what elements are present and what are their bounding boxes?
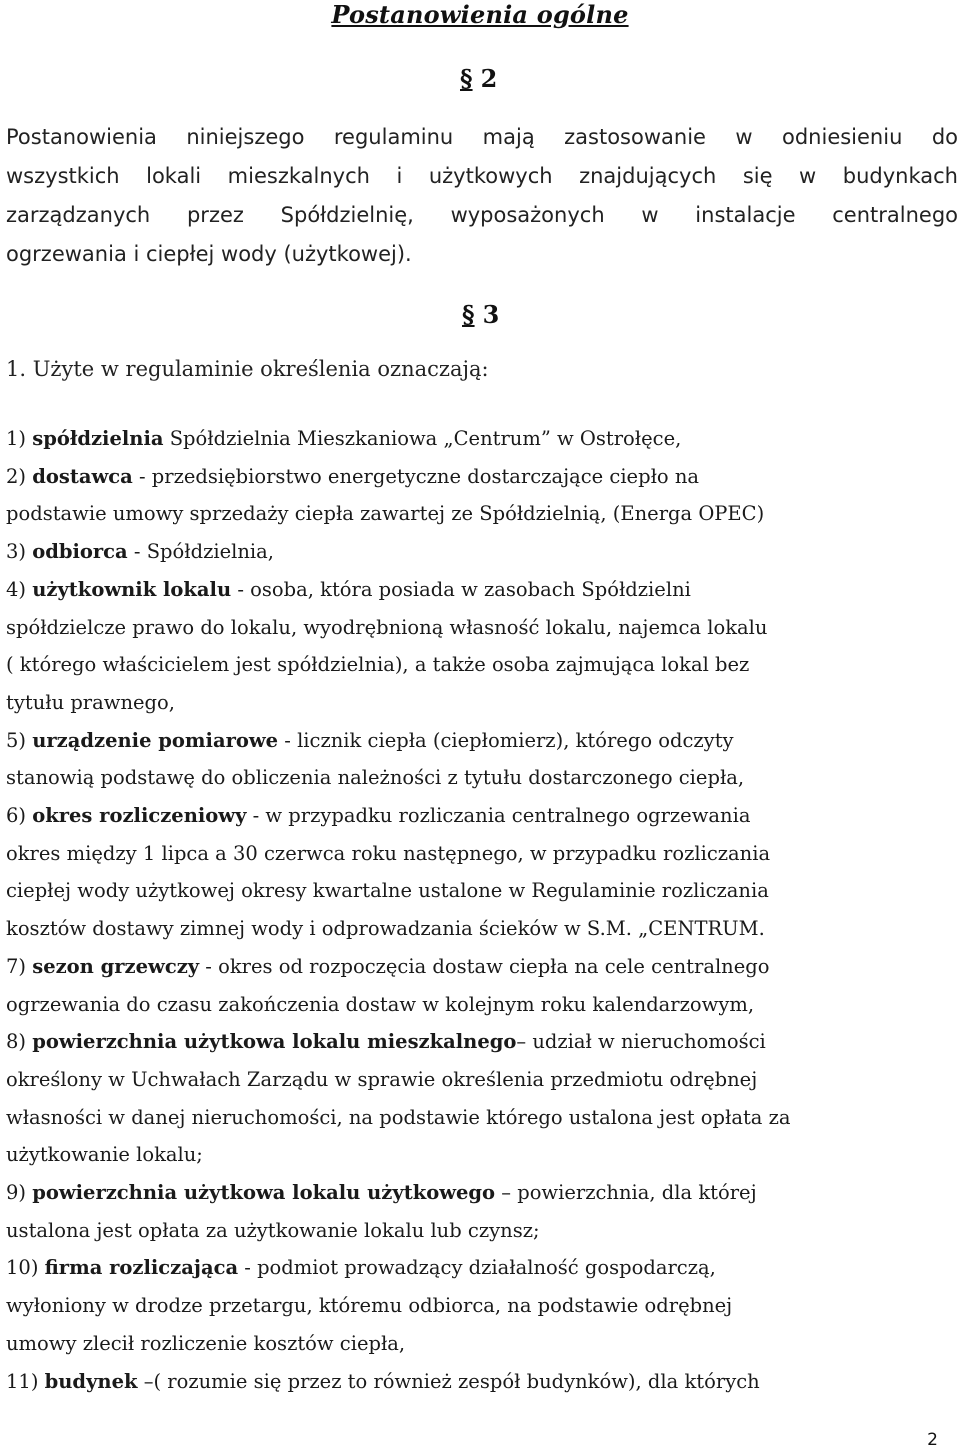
definition-continuation: wyłoniony w drodze przetargu, któremu odbiorca, na podstawie odrębnej — [6, 1294, 733, 1318]
definition-item: 2) dostawca - przedsiębiorstwo energetyczne dostarczające ciepło na — [6, 464, 700, 488]
definition-term: budynek — [44, 1369, 138, 1393]
definitions-list — [6, 420, 956, 1400]
definition-term: dostawca — [32, 464, 133, 488]
definition-item: 5) urządzenie pomiarowe - licznik ciepła (ciepłomierz), którego odczyty — [6, 728, 734, 752]
definition-term: użytkownik lokalu — [32, 577, 232, 601]
section-number: 2 — [480, 64, 498, 93]
definition-term: odbiorca — [32, 540, 128, 564]
definition-item: 4) użytkownik lokalu - osoba, która posiada w zasobach Spółdzielni — [6, 577, 691, 601]
section-number: 3 — [482, 300, 500, 329]
definition-term: okres rozliczeniowy — [32, 804, 247, 828]
definition-item: 7) sezon grzewczy - okres od rozpoczęcia dostaw ciepła na cele centralnego — [6, 954, 770, 978]
intro-line: wszystkich lokali mieszkalnych i użytkowych znajdujących się w budynkach — [6, 164, 958, 188]
definition-item: 10) firma rozliczająca - podmiot prowadzący działalność gospodarczą, — [6, 1256, 716, 1280]
intro-line: ogrzewania i ciepłej wody (użytkowej). — [6, 242, 412, 266]
definition-continuation: kosztów dostawy zimnej wody i odprowadzania ścieków w S.M. „CENTRUM. — [6, 917, 765, 941]
definition-term: spółdzielnia — [32, 427, 164, 450]
definition-continuation: ustalona jest opłata za użytkowanie lokalu lub czynsz; — [6, 1218, 540, 1242]
definition-item: 3) odbiorca - Spółdzielnia, — [6, 540, 274, 564]
page-number: 2 — [927, 1430, 938, 1450]
definition-continuation: ( którego właścicielem jest spółdzielnia), a także osoba zajmująca lokal bez — [6, 653, 750, 677]
definition-continuation: podstawie umowy sprzedaży ciepła zawartej ze Spółdzielnią, (Energa OPEC) — [6, 502, 765, 526]
definition-item: 8) powierzchnia użytkowa lokalu mieszkalnego– udział w nieruchomości — [6, 1030, 766, 1054]
definition-continuation: stanowią podstawę do obliczenia należności z tytułu dostarczonego ciepła, — [6, 766, 745, 790]
definition-term: powierzchnia użytkowa lokalu użytkowego — [32, 1181, 496, 1205]
definition-continuation: spółdzielcze prawo do lokalu, wyodrębnioną własność lokalu, najemca lokalu — [6, 615, 768, 639]
section-sign: § — [460, 64, 473, 93]
definition-item: 1) spółdzielnia Spółdzielnia Mieszkaniowa „Centrum” w Ostrołęce, — [6, 427, 682, 450]
section-sign: § — [462, 300, 475, 329]
definition-continuation: umowy zlecił rozliczenie kosztów ciepła, — [6, 1331, 406, 1355]
definition-item: 9) powierzchnia użytkowa lokalu użytkowego – powierzchnia, dla której — [6, 1181, 757, 1205]
section-2-marker — [460, 64, 497, 93]
definition-continuation: użytkowanie lokalu; — [6, 1143, 203, 1167]
definition-continuation: określony w Uchwałach Zarządu w sprawie określenia przedmiotu odrębnej — [6, 1067, 758, 1091]
section-2-text — [6, 118, 958, 274]
definition-continuation: ogrzewania do czasu zakończenia dostaw w kolejnym roku kalendarzowym, — [6, 992, 755, 1016]
section-3-intro: 1. Użyte w regulaminie określenia oznaczają: — [6, 357, 489, 381]
definition-term: firma rozliczająca — [44, 1256, 239, 1280]
definition-term: powierzchnia użytkowa lokalu mieszkalnego — [32, 1030, 517, 1054]
section-3-marker — [462, 300, 499, 329]
definition-continuation: okres między 1 lipca a 30 czerwca roku następnego, w przypadku rozliczania — [6, 841, 771, 865]
page-heading: Postanowienia ogólne — [331, 0, 629, 29]
intro-line: Postanowienia niniejszego regulaminu mają zastosowanie w odniesieniu do — [6, 125, 958, 149]
definition-continuation: tytułu prawnego, — [6, 690, 175, 714]
definition-continuation: ciepłej wody użytkowej okresy kwartalne ustalone w Regulaminie rozliczania — [6, 879, 769, 903]
definition-item: 11) budynek –( rozumie się przez to również zespół budynków), dla których — [6, 1369, 760, 1393]
intro-line: zarządzanych przez Spółdzielnię, wyposażonych w instalacje centralnego — [6, 203, 958, 227]
definition-term: urządzenie pomiarowe — [32, 728, 279, 752]
definition-continuation: własności w danej nieruchomości, na podstawie którego ustalona jest opłata za — [6, 1105, 791, 1129]
definition-item: 6) okres rozliczeniowy - w przypadku rozliczania centralnego ogrzewania — [6, 804, 751, 828]
definition-term: sezon grzewczy — [32, 954, 200, 978]
